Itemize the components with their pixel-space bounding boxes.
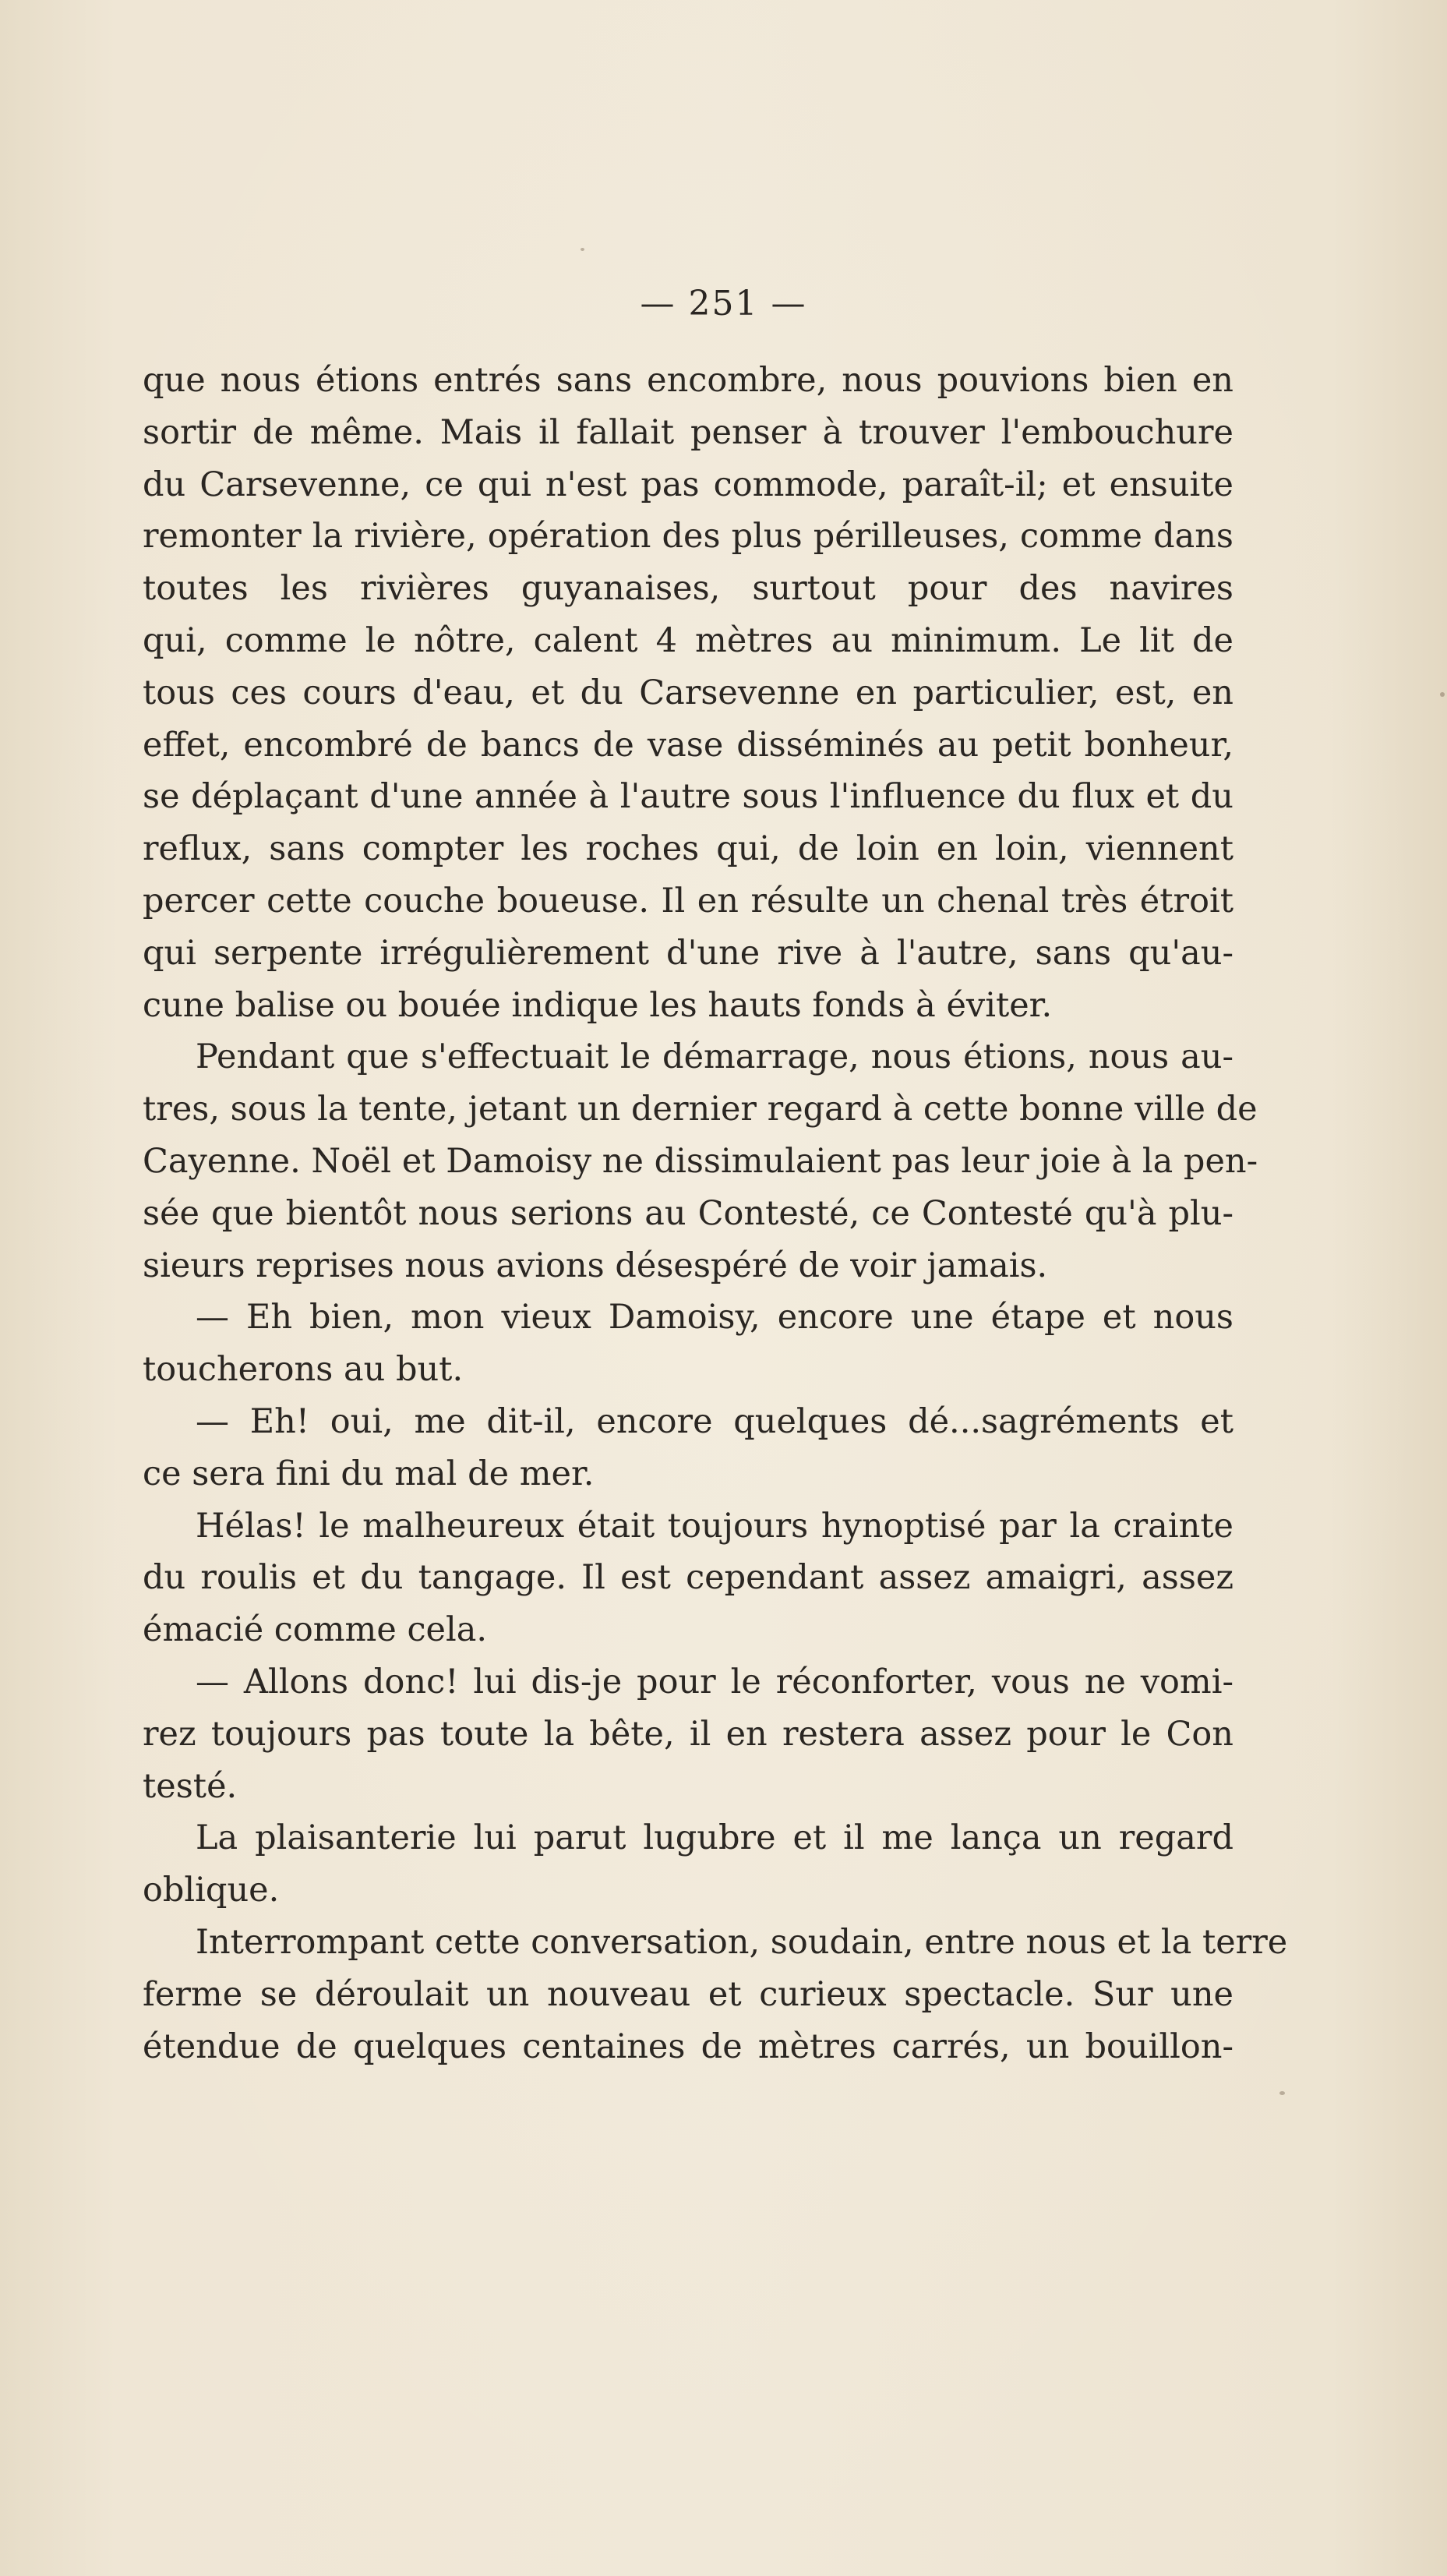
text-line: Interrompant cette conversation, soudain, entre nous et la terre	[196, 1922, 1288, 1962]
paper-fleck	[581, 248, 584, 251]
text-line: tous ces cours d'eau, et du Carsevenne en particulier, est, en	[143, 673, 1233, 712]
text-line: tres, sous la tente, jetant un dernier regard à cette bonne ville de	[143, 1090, 1258, 1129]
text-line: rez toujours pas toute la bête, il en restera assez pour le Con	[143, 1714, 1233, 1754]
text-line: effet, encombré de bancs de vase disséminés au petit bonheur,	[143, 725, 1233, 765]
text-line: se déplaçant d'une année à l'autre sous l'influence du flux et du	[143, 777, 1233, 817]
text-line: sée que bientôt nous serions au Contesté, ce Contesté qu'à plu-	[143, 1193, 1233, 1233]
text-line: sortir de même. Mais il fallait penser à trouver l'embouchure	[143, 412, 1233, 452]
paper-fleck	[1440, 692, 1445, 697]
text-line: Pendant que s'effectuait le démarrage, nous étions, nous au-	[196, 1037, 1233, 1077]
text-line: Hélas! le malheureux était toujours hynoptisé par la crainte	[196, 1506, 1233, 1546]
text-line: reflux, sans compter les roches qui, de loin en loin, viennent	[143, 829, 1233, 869]
text-line: testé.	[143, 1766, 238, 1806]
text-line: étendue de quelques centaines de mètres carrés, un bouillon-	[143, 2027, 1233, 2066]
text-line: oblique.	[143, 1871, 280, 1910]
text-line: remonter la rivière, opération des plus périlleuses, comme dans	[143, 517, 1233, 557]
text-line: toutes les rivières guyanaises, surtout pour des navires	[143, 569, 1233, 609]
text-line: — Allons donc! lui dis-je pour le réconforter, vous ne vomi-	[196, 1662, 1233, 1701]
text-line: du roulis et du tangage. Il est cependant assez amaigri, assez	[143, 1558, 1233, 1598]
text-line: toucherons au but.	[143, 1350, 464, 1390]
text-line: cune balise ou bouée indique les hauts fonds à éviter.	[143, 985, 1053, 1025]
text-line: ce sera fini du mal de mer.	[143, 1454, 595, 1493]
text-line: émacié comme cela.	[143, 1610, 488, 1650]
paper-fleck	[1279, 2091, 1285, 2095]
text-line: du Carsevenne, ce qui n'est pas commode, paraît-il; et ensuite	[143, 465, 1233, 504]
text-line: — Eh! oui, me dit-il, encore quelques dé...sagréments et	[196, 1401, 1233, 1441]
text-line: percer cette couche boueuse. Il en résulte un chenal très étroit	[143, 881, 1233, 921]
text-line: — Eh bien, mon vieux Damoisy, encore une étape et nous	[196, 1298, 1233, 1337]
text-line: que nous étions entrés sans encombre, nous pouvions bien en	[143, 361, 1233, 400]
page-number: — 251 —	[640, 284, 807, 323]
text-line: ferme se déroulait un nouveau et curieux spectacle. Sur une	[143, 1974, 1233, 2014]
text-line: sieurs reprises nous avions désespéré de voir jamais.	[143, 1246, 1048, 1285]
text-line: La plaisanterie lui parut lugubre et il me lança un regard	[196, 1818, 1233, 1858]
text-line: qui serpente irrégulièrement d'une rive à l'autre, sans qu'au-	[143, 933, 1233, 973]
body-text	[143, 355, 1288, 2072]
text-line: qui, comme le nôtre, calent 4 mètres au minimum. Le lit de	[143, 620, 1233, 660]
text-line: Cayenne. Noël et Damoisy ne dissimulaient pas leur joie à la pen-	[143, 1141, 1258, 1181]
